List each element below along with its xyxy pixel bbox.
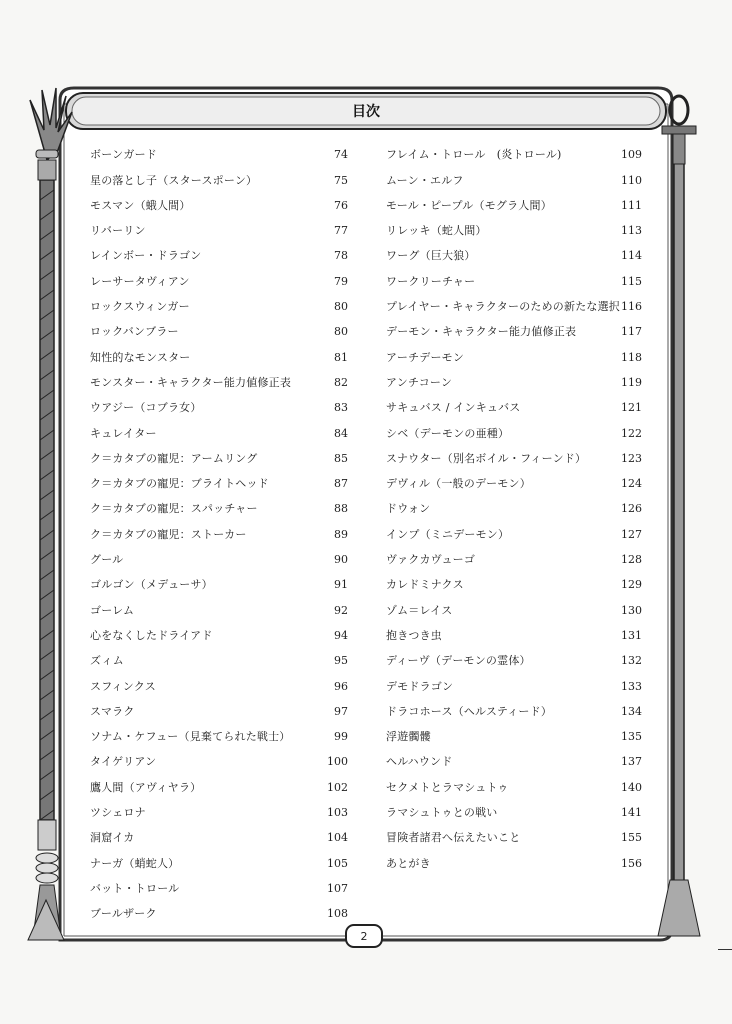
toc-entry-title: セクメトとラマシュトゥ	[386, 780, 509, 794]
toc-entry-title: レインボー・ドラゴン	[90, 249, 202, 263]
toc-entry-page: 130	[621, 603, 642, 617]
toc-entry-title: ク＝カタブの寵児：スパッチャー	[90, 502, 258, 516]
toc-entry-page: 91	[334, 578, 348, 592]
toc-right-column	[386, 137, 642, 871]
toc-entry-page: 140	[621, 780, 642, 794]
toc-entry[interactable]	[386, 516, 642, 541]
toc-entry-title: キュレイター	[90, 426, 157, 440]
toc-entry-page: 122	[621, 426, 642, 440]
toc-entry-title: アーチデーモン	[386, 350, 465, 364]
toc-entry-page: 77	[334, 224, 348, 238]
toc-entry-page: 97	[334, 704, 348, 718]
toc-entry-page: 131	[621, 628, 642, 642]
toc-entry-page: 99	[334, 730, 348, 744]
toc-entry-page: 103	[327, 806, 348, 820]
toc-entry-title: ソナム・ケフュー（見棄てられた戦士）	[90, 730, 291, 744]
toc-entry[interactable]	[386, 365, 642, 390]
toc-entry-title: スマラク	[90, 704, 135, 718]
toc-entry-page: 123	[621, 451, 642, 465]
toc-entry-title: バット・トロール	[90, 881, 180, 895]
toc-entry[interactable]	[90, 871, 348, 896]
toc-entry-page: 105	[327, 856, 348, 870]
toc-entry-page: 115	[621, 274, 642, 288]
toc-entry[interactable]	[386, 820, 642, 845]
toc-entry-title: 鷹人間（アヴィヤラ）	[90, 780, 202, 794]
toc-entry-page: 102	[327, 780, 348, 794]
toc-entry[interactable]	[386, 643, 642, 668]
toc-entry-page: 111	[621, 198, 642, 212]
toc-entry-title: 心をなくしたドライアド	[90, 628, 213, 642]
toc-entry-title: デーモン・キャラクター能力値修正表	[386, 325, 577, 339]
toc-entry-title: 冒険者諸君へ伝えたいこと	[386, 831, 521, 845]
toc-entry[interactable]	[386, 795, 642, 820]
margin-mark	[718, 949, 732, 950]
toc-entry-page: 94	[334, 628, 348, 642]
toc-entry[interactable]	[90, 719, 348, 744]
toc-entry[interactable]	[90, 238, 348, 263]
toc-entry[interactable]	[386, 415, 642, 440]
toc-entry[interactable]	[90, 491, 348, 516]
toc-entry[interactable]	[90, 694, 348, 719]
toc-entry[interactable]	[90, 592, 348, 617]
toc-entry[interactable]	[386, 719, 642, 744]
toc-entry-title: グール	[90, 553, 124, 567]
toc-entry[interactable]	[90, 845, 348, 870]
toc-entry[interactable]	[386, 289, 642, 314]
toc-entry[interactable]	[386, 314, 642, 339]
toc-entry-title: リバーリン	[90, 224, 146, 238]
toc-entry-page: 83	[334, 401, 348, 415]
toc-entry[interactable]	[386, 592, 642, 617]
toc-entry[interactable]	[90, 769, 348, 794]
page-title: 目次	[352, 104, 380, 120]
toc-entry[interactable]	[386, 491, 642, 516]
toc-entry-page: 119	[621, 375, 642, 389]
toc-entry[interactable]	[90, 744, 348, 769]
toc-entry-page: 126	[621, 502, 642, 516]
toc-entry[interactable]	[386, 137, 642, 162]
toc-entry[interactable]	[386, 769, 642, 794]
toc-entry-title: ディーヴ（デーモンの霊体）	[386, 654, 531, 668]
toc-entry-title: ドウォン	[386, 502, 431, 516]
toc-entry-page: 137	[621, 755, 642, 769]
toc-entry[interactable]	[386, 567, 642, 592]
toc-entry[interactable]	[386, 390, 642, 415]
toc-entry-title: モンスター・キャラクター能力値修正表	[90, 375, 292, 389]
toc-entry[interactable]	[386, 188, 642, 213]
toc-entry-title: ボーンガード	[90, 148, 157, 162]
toc-entry-page: 104	[327, 831, 348, 845]
toc-entry[interactable]	[90, 213, 348, 238]
toc-entry-page: 117	[621, 325, 642, 339]
toc-entry-page: 90	[334, 553, 348, 567]
toc-entry-page: 108	[327, 907, 348, 921]
toc-entry-page: 132	[621, 654, 642, 668]
toc-entry[interactable]	[90, 188, 348, 213]
toc-entry-page: 156	[621, 856, 642, 870]
toc-entry-title: モスマン（蛾人間）	[90, 198, 191, 212]
toc-entry[interactable]	[90, 137, 348, 162]
toc-entry-title: ヘルハウンド	[386, 755, 453, 769]
toc-entry[interactable]	[90, 618, 348, 643]
toc-entry-page: 121	[621, 401, 642, 415]
toc-entry[interactable]	[386, 339, 642, 364]
toc-entry[interactable]	[386, 466, 642, 491]
toc-entry-title: ク＝カタブの寵児：ブライトヘッド	[90, 477, 269, 491]
toc-entry-page: 74	[334, 148, 348, 162]
toc-entry-page: 85	[334, 451, 348, 465]
toc-entry-title: ツシェロナ	[90, 806, 146, 820]
toc-entry[interactable]	[386, 744, 642, 769]
toc-entry-title: タイゲリアン	[90, 755, 157, 769]
toc-entry-page: 124	[621, 477, 642, 491]
toc-entry-title: ムーン・エルフ	[386, 173, 464, 187]
toc-entry-title: ク＝カタブの寵児：アームリング	[90, 451, 258, 465]
toc-entry-page: 118	[621, 350, 642, 364]
toc-entry-title: シベ（デーモンの亜種）	[386, 426, 510, 440]
toc-entry-title: ク＝カタブの寵児：ストーカー	[90, 527, 247, 541]
toc-entry[interactable]	[90, 466, 348, 491]
toc-entry[interactable]	[90, 542, 348, 567]
toc-entry[interactable]	[386, 238, 642, 263]
toc-entry-title: ワークリーチャー	[386, 274, 476, 288]
toc-entry[interactable]	[90, 289, 348, 314]
toc-entry-page: 127	[621, 527, 642, 541]
toc-entry-title: デモドラゴン	[386, 679, 454, 693]
toc-entry-page: 95	[334, 654, 348, 668]
toc-entry-title: ゾム＝レイス	[386, 603, 453, 617]
toc-entry-page: 89	[334, 527, 348, 541]
toc-entry[interactable]	[90, 795, 348, 820]
toc-entry-title: ズィム	[90, 654, 124, 668]
toc-entry[interactable]	[90, 441, 348, 466]
toc-entry-page: 107	[327, 881, 348, 895]
toc-entry-page: 110	[621, 173, 642, 187]
toc-entry[interactable]	[90, 390, 348, 415]
toc-entry-title: レーサータヴィアン	[90, 274, 190, 288]
toc-entry-page: 75	[334, 173, 348, 187]
toc-entry[interactable]	[386, 618, 642, 643]
toc-entry[interactable]	[386, 263, 642, 288]
toc-entry[interactable]	[90, 643, 348, 668]
toc-entry-title: デヴィル（一般のデーモン）	[386, 477, 531, 491]
toc-entry-title: プレイヤー・キャラクターのための新たな選択	[386, 300, 620, 314]
toc-entry-title: インプ（ミニデーモン）	[386, 527, 510, 541]
toc-left-column	[90, 137, 348, 921]
toc-entry-title: 星の落とし子（スタースポーン）	[90, 173, 258, 187]
toc-entry-page: 92	[334, 603, 348, 617]
toc-entry[interactable]	[386, 668, 642, 693]
toc-entry-page: 87	[334, 477, 348, 491]
toc-entry[interactable]	[90, 339, 348, 364]
toc-entry-page: 81	[334, 350, 348, 364]
toc-entry-title: サキュバス / インキュバス	[386, 401, 521, 415]
toc-entry-page: 80	[334, 325, 348, 339]
toc-entry[interactable]	[386, 845, 642, 870]
toc-entry-page: 128	[621, 553, 642, 567]
toc-entry-title: モール・ピープル（モグラ人間）	[386, 198, 552, 212]
toc-entry[interactable]	[386, 542, 642, 567]
toc-entry[interactable]	[90, 415, 348, 440]
toc-entry-page: 135	[621, 730, 642, 744]
toc-entry-title: ワーグ（巨大狼）	[386, 249, 476, 263]
toc-entry[interactable]	[90, 162, 348, 187]
toc-entry-title: カレドミナクス	[386, 578, 464, 592]
toc-entry[interactable]	[90, 365, 348, 390]
toc-entry-title: ナーガ（蛸蛇人）	[90, 856, 180, 870]
toc-entry-page: 114	[621, 249, 642, 263]
toc-entry-page: 134	[621, 704, 642, 718]
toc-entry[interactable]	[90, 263, 348, 288]
toc-entry-title: 浮遊髑髏	[386, 730, 431, 744]
toc-entry-page: 76	[334, 198, 348, 212]
toc-entry[interactable]	[90, 896, 348, 921]
toc-entry[interactable]	[90, 516, 348, 541]
toc-entry[interactable]	[386, 441, 642, 466]
toc-entry-page: 109	[621, 148, 642, 162]
toc-entry-title: ロックバンブラー	[90, 325, 179, 339]
toc-entry-page: 113	[621, 224, 642, 238]
toc-entry-title: ドラコホース（ヘルスティード）	[386, 704, 553, 718]
toc-entry-page: 78	[334, 249, 348, 263]
toc-entry-page: 129	[621, 578, 642, 592]
toc-entry-page: 141	[621, 806, 642, 820]
toc-entry[interactable]	[90, 820, 348, 845]
toc-entry[interactable]	[90, 668, 348, 693]
toc-entry-page: 79	[334, 274, 348, 288]
toc-entry[interactable]	[90, 567, 348, 592]
toc-title-bar	[70, 94, 662, 128]
toc-entry-page: 88	[334, 502, 348, 516]
toc-entry-title: ロックスウィンガー	[90, 300, 190, 314]
toc-entry-title: ブールザーク	[90, 907, 157, 921]
toc-entry-title: あとがき	[386, 856, 431, 870]
toc-entry-title: 洞窟イカ	[90, 831, 135, 845]
page-number: 2	[360, 929, 368, 943]
toc-entry-title: アンチコーン	[386, 375, 453, 389]
toc-entry-page: 84	[334, 426, 348, 440]
toc-entry-title: ウアジー（コブラ女）	[90, 401, 202, 415]
toc-entry[interactable]	[386, 694, 642, 719]
toc-entry-title: ゴーレム	[90, 603, 135, 617]
toc-entry-page: 100	[327, 755, 348, 769]
toc-entry-page: 155	[621, 831, 642, 845]
toc-entry[interactable]	[386, 162, 642, 187]
toc-entry-title: ヴァクカヴューゴ	[386, 553, 476, 567]
toc-entry-title: ラマシュトゥとの戦い	[386, 806, 498, 820]
toc-entry-page: 80	[334, 300, 348, 314]
toc-entry-page: 82	[334, 375, 348, 389]
toc-entry-title: 抱きつき虫	[386, 628, 442, 642]
toc-entry[interactable]	[90, 314, 348, 339]
toc-entry-page: 133	[621, 679, 642, 693]
toc-entry-page: 116	[621, 300, 642, 314]
toc-entry[interactable]	[386, 213, 642, 238]
toc-entry-title: ゴルゴン（メデューサ）	[90, 578, 213, 592]
toc-entry-title: スフィンクス	[90, 679, 156, 693]
toc-entry-page: 96	[334, 679, 348, 693]
toc-entry-title: 知性的なモンスター	[90, 350, 191, 364]
toc-entry-title: フレイム・トロール (炎トロール)	[386, 148, 562, 162]
toc-entry-title: リレッキ（蛇人間）	[386, 224, 487, 238]
toc-entry-title: スナウター（別名ボイル・フィーンド）	[386, 451, 587, 465]
